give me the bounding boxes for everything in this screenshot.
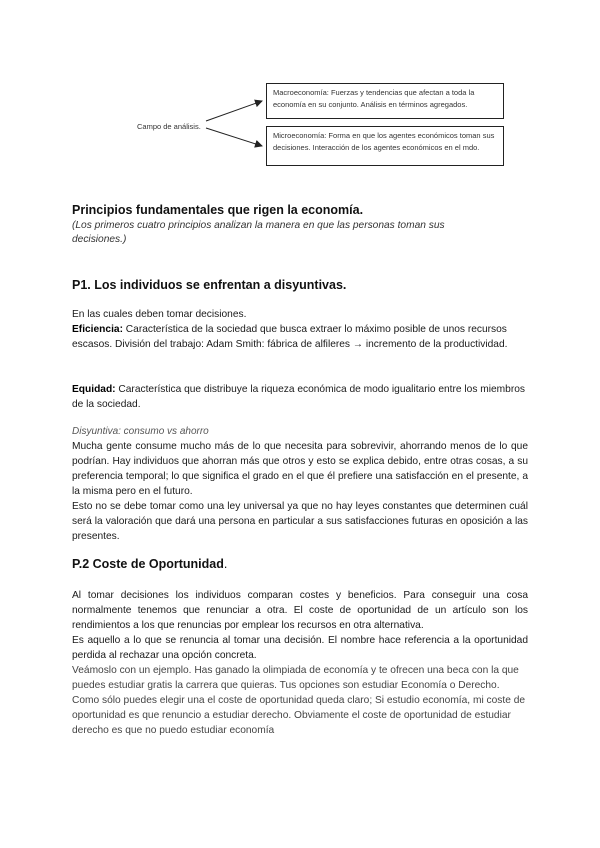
arrow-micro [206, 128, 262, 146]
p2-title-suffix: . [223, 557, 228, 571]
p1-para1: Mucha gente consume mucho más de lo que necesita para sobrevivir, ahorrando menos de lo que podrían. Hay individuos que ahorran más que otros y esto se explica debido, entre otras cosas, a su preferencia temporal; lo que significa el grado en el que él prefiere una satisfacción en el presente, a la misma pero en el futuro. [72, 441, 528, 497]
p1-title: P1. Los individuos se enfrentan a disyuntivas. [72, 278, 347, 292]
p2-para2: Es aquello a lo que se renuncia al tomar una decisión. El nombre hace referencia a la oportunidad perdida al rechazar una opción concreta. [72, 635, 528, 661]
micro-box: Microeconomía: Forma en que los agentes económicos toman sus decisiones. Interacción de los agentes económicos en el mdo. [266, 126, 504, 166]
principles-subtitle: (Los primeros cuatro principios analizan la manera en que las personas toman sus decisiones.) [72, 220, 445, 245]
principles-title: Principios fundamentales que rigen la economía. [72, 203, 364, 217]
campo-label: Campo de análisis. [137, 122, 201, 131]
efficiency-text: Característica de la sociedad que busca extraer lo máximo posible de unos recursos escasos. División del trabajo: Adam Smith: fábrica de alfileres → incremento de la productividad. [72, 324, 508, 350]
equity-text: Característica que distribuye la riqueza económica de modo igualitario entre los miembros de la sociedad. [72, 384, 525, 410]
p2-title-text: P.2 Coste de Oportunidad [72, 557, 224, 571]
p1-equity [72, 382, 530, 412]
p2-para1: Al tomar decisiones los individuos comparan costes y beneficios. Para conseguir una cosa normalmente tenemos que renunciar a otra. El coste de oportunidad de un artículo son los rendimientos a los que renuncias por emplear los recursos en otra alternativa. [72, 590, 528, 631]
arrow-macro [206, 101, 262, 121]
p1-dilemma: Disyuntiva: consumo vs ahorro [72, 426, 209, 437]
macro-box: Macroeconomía: Fuerzas y tendencias que afectan a toda la economía en su conjunto. Análisis en términos agregados. [266, 83, 504, 119]
p1-para2: Esto no se debe tomar como una ley universal ya que no hay leyes constantes que determinen cuál será la valoración que dará una persona en particular a sus satisfacciones futuras en oposición a las presentes. [72, 501, 528, 542]
equity-label: Equidad: [72, 384, 116, 395]
p2-para3: Veámoslo con un ejemplo. Has ganado la olimpiada de economía y te ofrecen una beca con la que puedes estudiar gratis la carrera que quieras. Tus opciones son estudiar Economía o Derecho. Como sólo puedes elegir una el coste de oportunidad queda claro; Si estudio economía, mi coste de oportunidad es que renuncio a estudiar derecho. Obviamente el coste de oportunidad de estudiar derecho es que no puedo estudiar economía [72, 665, 526, 736]
efficiency-label: Eficiencia: [72, 324, 123, 335]
p2-title [72, 557, 227, 571]
p1-intro: En las cuales deben tomar decisiones. [72, 309, 247, 320]
p1-efficiency [72, 322, 530, 352]
